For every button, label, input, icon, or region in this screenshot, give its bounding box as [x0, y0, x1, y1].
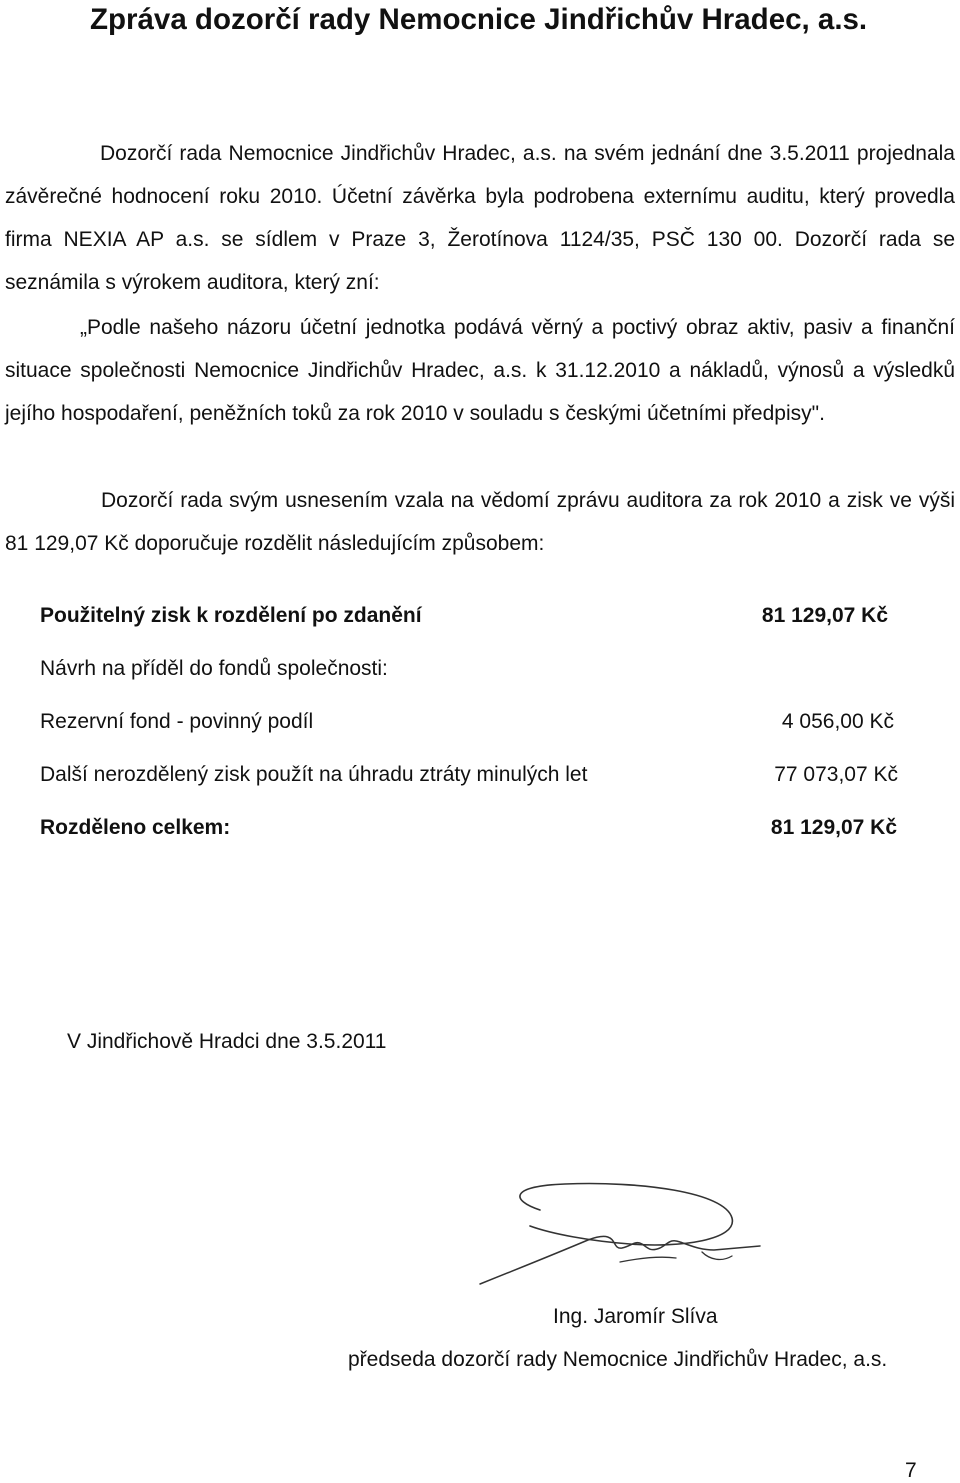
other-profit-amount: 77 073,07 Kč — [774, 763, 898, 786]
usable-profit-amount: 81 129,07 Kč — [761, 604, 888, 627]
resolution-paragraph: Dozorčí rada svým usnesením vzala na vědomí zprávu auditora za rok 2010 a zisk ve výši 81 129,07 Kč doporučuje rozdělit následujícím způsobem: — [5, 489, 955, 555]
page-number: 7 — [905, 1459, 917, 1482]
total-label: Rozděleno celkem: — [40, 816, 231, 839]
intro-paragraph: Dozorčí rada Nemocnice Jindřichův Hradec, a.s. na svém jednání dne 3.5.2011 projednala závěrečné hodnocení roku 2010. Účetní závěrka byla podrobena externímu auditu, který provedla firma NEXIA AP a.s. se sídlem v Praze 3, Žerotínova 1124/35, PSČ 130 00. Dozorčí rada se seznámila s výrokem auditora, který zní: — [5, 142, 955, 294]
proposal-label: Návrh na příděl do fondů společnosti: — [40, 657, 388, 680]
other-profit-label: Další nerozdělený zisk použít na úhradu ztráty minulých let — [40, 763, 588, 786]
usable-profit-label: Použitelný zisk k rozdělení po zdanění — [40, 604, 422, 627]
auditor-statement-paragraph: „Podle našeho názoru účetní jednotka podává věrný a poctivý obraz aktiv, pasiv a finanční situace společnosti Nemocnice Jindřichův Hradec, a.s. k 31.12.2010 a nákladů, výnosů a výsledků jejího hospodaření, peněžních toků za rok 2010 v souladu s českými účetními předpisy". — [5, 316, 955, 425]
place-and-date: V Jindřichově Hradci dne 3.5.2011 — [67, 1030, 387, 1053]
reserve-fund-label: Rezervní fond - povinný podíl — [40, 710, 314, 733]
signatory-role: předseda dozorčí rady Nemocnice Jindřichův Hradec, a.s. — [348, 1348, 888, 1371]
document-title: Zpráva dozorčí rady Nemocnice Jindřichův Hradec, a.s. — [90, 3, 868, 36]
total-amount: 81 129,07 Kč — [770, 816, 897, 839]
signatory-name: Ing. Jaromír Slíva — [553, 1305, 718, 1328]
handwritten-signature — [470, 1178, 770, 1288]
reserve-fund-amount: 4 056,00 Kč — [781, 710, 894, 733]
